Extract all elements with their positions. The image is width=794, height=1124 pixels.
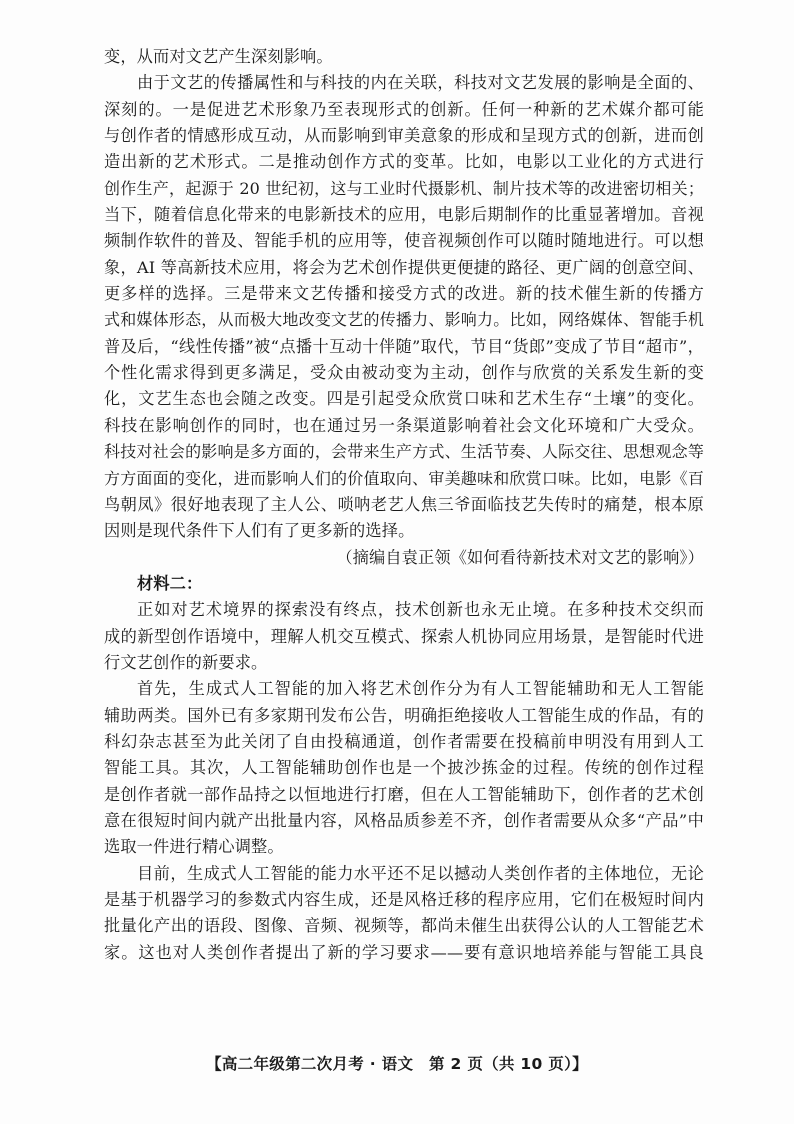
text-line: 造出新的艺术形式。二是推动创作方式的变革。比如，电影以工业化的方式进行 — [104, 152, 704, 172]
text-line: 与创作者的情感形成互动，从而影响到审美意象的形成和呈现方式的创新，进而创 — [104, 126, 704, 146]
section-heading: 材料二： — [137, 573, 203, 593]
text-line: 科技对社会的影响是多方面的，会带来生产方式、生活节奏、人际交往、思想观念等 — [104, 442, 704, 462]
text-line: 更多样的选择。三是带来文艺传播和接受方式的改进。新的技术催生新的传播方 — [104, 284, 704, 304]
text-line: 家。这也对人类创作者提出了新的学习要求——要有意识地培养能与智能工具良 — [104, 942, 704, 962]
text-line: 意在很短时间内就产出批量内容，风格品质参差不齐，创作者需要从众多“产品”中 — [104, 810, 704, 830]
text-line: 创作生产，起源于 20 世纪初，这与工业时代摄影机、制片技术等的改进密切相关； — [104, 178, 704, 198]
text-line: 普及后，“线性传播”被“点播十互动十伴随”取代，节目“货郎”变成了节目“超市”， — [104, 336, 704, 356]
text-line: 辅助两类。国外已有多家期刊发布公告，明确拒绝接收人工智能生成的作品，有的 — [104, 705, 704, 725]
text-line: 首先，生成式人工智能的加入将艺术创作分为有人工智能辅助和无人工智能 — [137, 679, 704, 699]
text-line: 正如对艺术境界的探索没有终点，技术创新也永无止境。在多种技术交织而 — [137, 600, 704, 620]
text-line: 变，从而对文艺产生深刻影响。 — [104, 47, 333, 66]
source-citation: （摘编自袁正领《如何看待新技术对文艺的影响》） — [336, 547, 704, 567]
text-line: 是创作者就一部作品持之以恒地进行打磨，但在人工智能辅助下，创作者的艺术创 — [104, 784, 704, 804]
text-line: 目前，生成式人工智能的能力水平还不足以撼动人类创作者的主体地位，无论 — [137, 863, 704, 883]
text-line: 成的新型创作语境中，理解人机交互模式、探索人机协同应用场景，是智能时代进 — [104, 626, 704, 646]
passage-body — [104, 44, 704, 966]
text-line: 是基于机器学习的参数式内容生成，还是风格迁移的程序应用，它们在极短时间内 — [104, 890, 704, 909]
text-line: 方方面面的变化，进而影响人们的价值取向、审美趣味和欣赏口味。比如，电影《百 — [104, 468, 704, 488]
text-line: 由于文艺的传播属性和与科技的内在关联，科技对文艺发展的影响是全面的、 — [137, 73, 704, 93]
text-line: 当下，随着信息化带来的电影新技术的应用，电影后期制作的比重显著增加。音视 — [104, 205, 704, 225]
text-line: 频制作软件的普及、智能手机的应用等，使音视频创作可以随时随地进行。可以想 — [104, 231, 704, 251]
text-line: 行文艺创作的新要求。 — [104, 652, 268, 672]
text-line: 深刻的。一是促进艺术形象乃至表现形式的创新。任何一种新的艺术媒介都可能 — [104, 99, 704, 119]
text-line: 批量化产出的语段、图像、音频、视频等，都尚未催生出获得公认的人工智能艺术 — [104, 916, 704, 936]
text-line: 象，AI 等高新技术应用，将会为艺术创作提供更便捷的路径、更广阔的创意空间、 — [104, 257, 704, 277]
text-line: 因则是现代条件下人们有了更多新的选择。 — [104, 521, 415, 541]
text-line: 化，文艺生态也会随之改变。四是引起受众欣赏口味和艺术生存“土壤”的变化。 — [104, 389, 704, 409]
text-line: 个性化需求得到更多满足，受众由被动变为主动，创作与欣赏的关系发生新的变 — [104, 363, 704, 383]
text-line: 科幻杂志甚至为此关闭了自由投稿通道，创作者需要在投稿前申明没有用到人工 — [104, 731, 704, 751]
text-line: 科技在影响创作的同时，也在通过另一条渠道影响着社会文化环境和广大受众。 — [104, 415, 704, 435]
text-line: 鸟朝凤》很好地表现了主人公、唢呐老艺人焦三爷面临技艺失传时的痛楚，根本原 — [104, 494, 704, 514]
text-line: 选取一件进行精心调整。 — [104, 837, 284, 857]
text-line: 式和媒体形态，从而极大地改变文艺的传播力、影响力。比如，网络媒体、智能手机 — [104, 310, 704, 330]
text-line: 智能工具。其次，人工智能辅助创作也是一个披沙拣金的过程。传统的创作过程 — [104, 758, 704, 778]
page-footer: 【高二年级第二次月考 · 语文 第 2 页（共 10 页）】 — [206, 1055, 588, 1073]
